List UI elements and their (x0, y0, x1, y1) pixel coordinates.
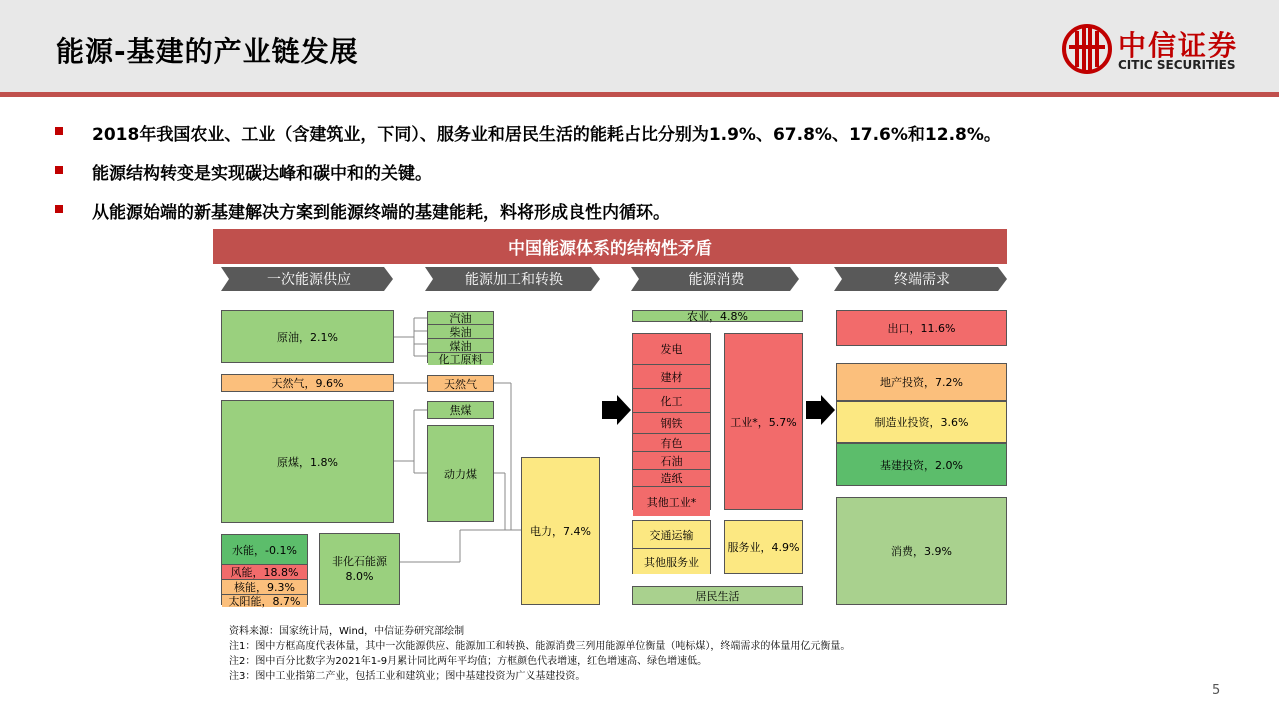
page-number: 5 (1212, 683, 1221, 698)
industry-item: 发电 (633, 334, 710, 365)
industry-item: 其他工业* (633, 487, 710, 516)
supply-crude-oil: 原油，2.1% (221, 310, 394, 363)
industry-item: 石油 (633, 452, 710, 470)
page-title: 能源-基建的产业链发展 (56, 35, 359, 68)
stage-label: 能源加工和转换 (465, 272, 563, 288)
logo-text-cn: 中信证券 (1118, 29, 1239, 62)
renewables-stack (221, 534, 308, 608)
footnote: 注1：图中方框高度代表体量，其中一次能源供应、能源加工和转换、能源消费三列用能源单位衡量（吨标煤），终端需求的体量用亿元衡量。 (229, 641, 851, 652)
footnote: 注3：图中工业指第二产业，包括工业和建筑业；图中基建投资为广义基建投资。 (229, 671, 586, 682)
bullet-text: 2018年我国农业、工业（含建筑业，下同）、服务业和居民生活的能耗占比分别为1.9%、67.8%、17.6%和12.8%。 (92, 125, 1001, 145)
product-chemical-feedstock: 化工原料 (428, 353, 493, 365)
bullet-text: 从能源始端的新基建解决方案到能源终端的基建能耗，料将形成良性内循环。 (92, 203, 670, 223)
footnote: 注2：图中百分比数字为2021年1-9月累计同比两年平均值；方框颜色代表增速，红色增速高、绿色增速低。 (229, 656, 708, 667)
supply-nonfossil: 非化石能源 8.0% (319, 533, 400, 605)
supply-natural-gas: 天然气，9.6% (221, 374, 394, 392)
arrow-right-icon (602, 395, 631, 425)
stage-label: 终端需求 (894, 272, 950, 288)
service-item: 交通运输 (633, 521, 710, 549)
industry-item: 建材 (633, 365, 710, 389)
processed-steam-coal: 动力煤 (427, 425, 494, 522)
consumption-industry: 工业*，5.7% (724, 333, 803, 510)
diagram-banner: 中国能源体系的结构性矛盾 (213, 229, 1007, 264)
demand-export: 出口，11.6% (836, 310, 1007, 346)
consumption-service: 服务业，4.9% (724, 520, 803, 574)
stage-label: 一次能源供应 (267, 272, 351, 288)
consumption-agriculture: 农业，4.8% (632, 310, 803, 322)
supply-nuclear: 核能，9.3% (222, 580, 307, 595)
product-diesel: 柴油 (428, 325, 493, 339)
product-gasoline: 汽油 (428, 312, 493, 325)
stage-label: 能源消费 (688, 272, 745, 288)
processed-electricity: 电力，7.4% (521, 457, 600, 605)
industry-item: 化工 (633, 389, 710, 413)
demand-infrastructure: 基建投资，2.0% (836, 443, 1007, 486)
demand-manufacturing: 制造业投资，3.6% (836, 401, 1007, 443)
industry-item: 有色 (633, 434, 710, 452)
bullet-text: 能源结构转变是实现碳达峰和碳中和的关键。 (92, 164, 432, 184)
supply-raw-coal: 原煤，1.8% (221, 400, 394, 523)
oil-products-stack (427, 311, 494, 366)
industry-items-stack (632, 333, 711, 510)
supply-hydro: 水能，-0.1% (222, 535, 307, 565)
source-note: 资料来源：国家统计局，Wind，中信证券研究部绘制 (229, 626, 465, 637)
arrow-right-icon (806, 395, 835, 425)
demand-consumption: 消费，3.9% (836, 497, 1007, 605)
supply-solar: 太阳能，8.7% (222, 595, 307, 607)
demand-real-estate: 地产投资，7.2% (836, 363, 1007, 401)
product-kerosene: 煤油 (428, 339, 493, 353)
supply-wind: 风能，18.8% (222, 565, 307, 580)
service-items-stack (632, 520, 711, 574)
industry-item: 造纸 (633, 470, 710, 487)
consumption-residential: 居民生活 (632, 586, 803, 605)
processed-coking-coal: 焦煤 (427, 401, 494, 419)
service-item: 其他服务业 (633, 549, 710, 574)
logo-text-en: CITIC SECURITIES (1118, 58, 1236, 72)
industry-item: 钢铁 (633, 413, 710, 434)
processed-natural-gas: 天然气 (427, 375, 494, 392)
